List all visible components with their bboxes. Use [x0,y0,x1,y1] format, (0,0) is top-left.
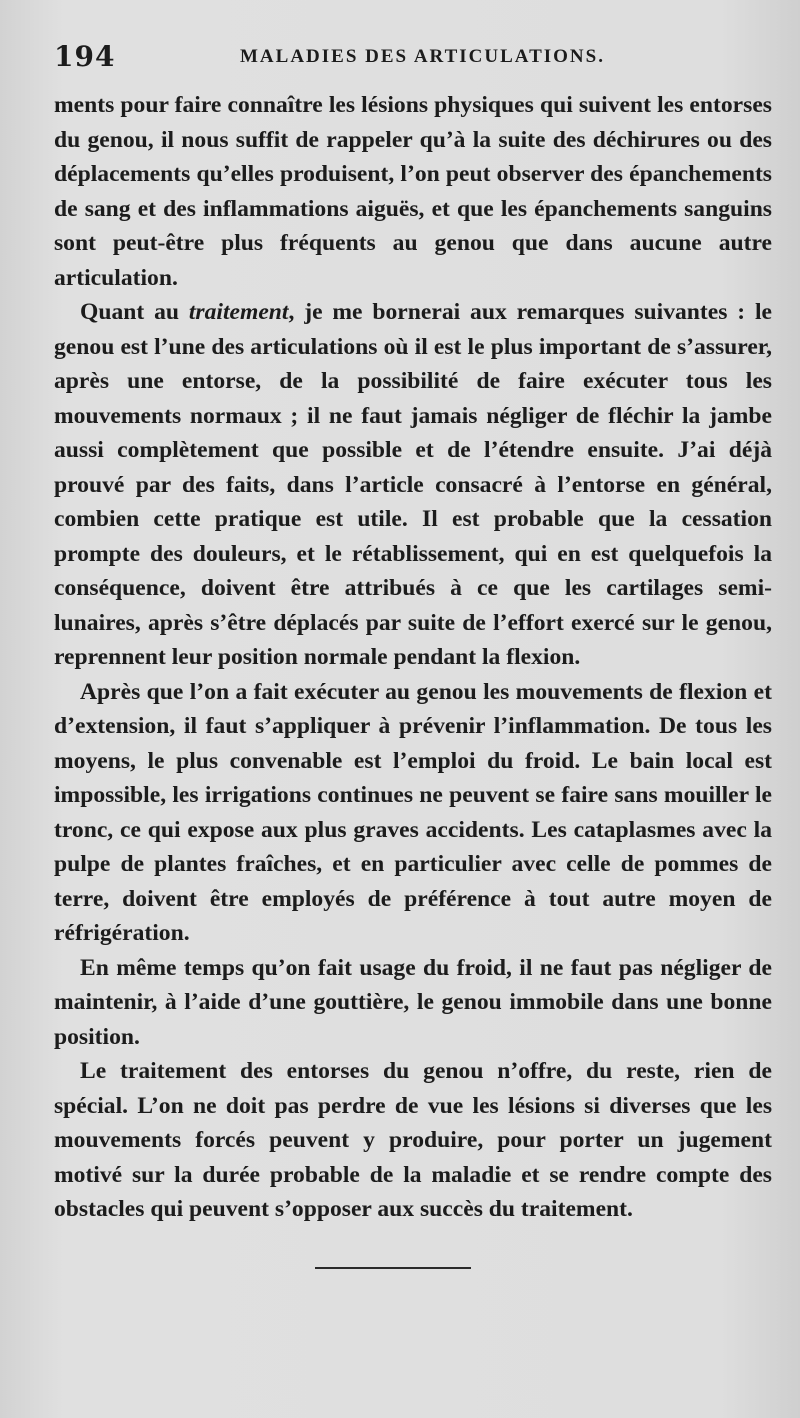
paragraph-4 [54,951,772,1055]
paragraph-3-text: Après que l’on a fait exécuter au genou les mouvements de flexion et d’extension, il faut s’appliquer à prévenir l’inflammation. De tous les moyens, le plus convenable est l’emploi du froid. Le bain local est impossible, les irrigations continues ne peuvent se faire sans mouiller le tronc, ce qui expose aux plus graves accidents. Les cataplasmes avec la pulpe de plantes fraîches, et en particulier avec celle de pommes de terre, doivent être employés de préférence à tout autre moyen de réfrigération. [54,678,772,946]
paragraph-2-text-end: , je me bornerai aux remarques suivantes : le genou est l’une des articulations où il est le plus important de s’assurer, après une entorse, de la possibilité de faire exécuter tous les mouvements normaux ; il ne faut jamais négliger de fléchir la jambe aussi complètement que possible et de l’étendre ensuite. J’ai déjà prouvé par des faits, dans l’article consacré à l’entorse en général, combien cette pratique est utile. Il est probable que la cessation prompte des douleurs, et le rétablissement, qui en est quelquefois la conséquence, doivent être attribués à ce que les cartilages semi-lunaires, après s’être déplacés par suite de l’effort exercé sur le genou, reprennent leur position normale pendant la flexion. [54,299,772,670]
body-text [54,88,772,1227]
paragraph-2 [54,295,772,675]
paragraph-2-text-start: Quant au [80,299,189,325]
paragraph-1 [54,88,772,295]
running-head [54,40,754,80]
running-title: MALADIES DES ARTICULATIONS. [240,46,605,67]
paragraph-3 [54,675,772,951]
paragraph-5-text: Le traitement des entorses du genou n’offre, du reste, rien de spécial. L’on ne doit pas perdre de vue les lésions si diverses que les mouvements forcés peuvent y produire, pour porter un jugement motivé sur la durée probable de la maladie et se rendre compte des obstacles qui peuvent s’opposer aux succès du traitement. [54,1058,772,1222]
paragraph-2-emphasis: traitement [188,299,289,325]
paragraph-4-text: En même temps qu’on fait usage du froid, il ne faut pas négliger de maintenir, à l’aide d’une gouttière, le genou immobile dans une bonne position. [54,954,772,1050]
paragraph-5 [54,1054,772,1227]
end-rule [315,1267,471,1269]
page-number: 194 [54,40,116,73]
paragraph-1-text: ments pour faire connaître les lésions physiques qui suivent les entorses du genou, il nous suffit de rappeler qu’à la suite des déchirures ou des déplacements qu’elles produisent, l’on peut observer des épanchements de sang et des inflammations aiguës, et que les épanchements sanguins sont peut-être plus fréquents au genou que dans aucune autre articulation. [54,92,772,291]
